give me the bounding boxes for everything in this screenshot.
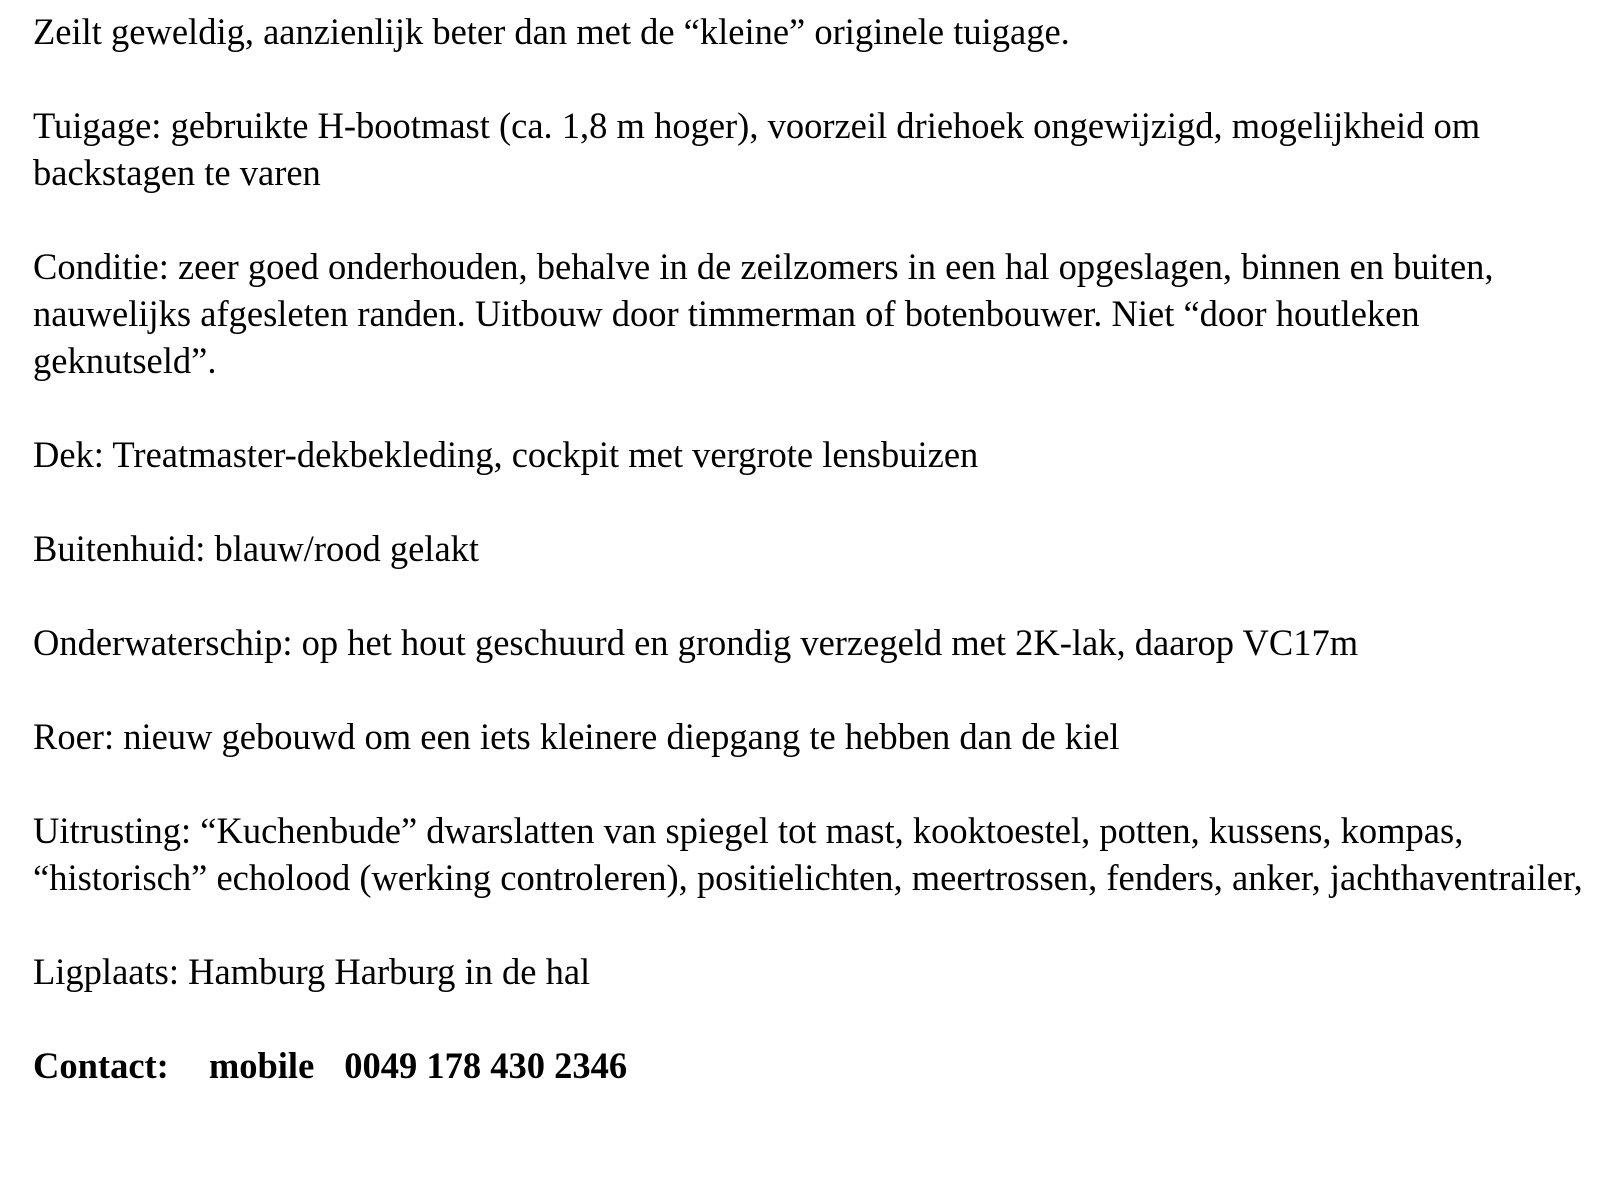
paragraph-hull: Buitenhuid: blauw/rood gelakt <box>33 528 480 569</box>
paragraph-equipment: Uitrusting: “Kuchenbude” dwarslatten van spiegel tot mast, kooktoestel, potten, kussens, kompas, “historisch” echolood (werking controleren), positielichten, meertrossen, fenders, anker, jachthaventrailer, <box>33 810 1583 898</box>
paragraph-deck: Dek: Treatmaster-dekbekleding, cockpit met vergrote lensbuizen <box>33 434 979 475</box>
contact-phone-number: 0049 178 430 2346 <box>344 1045 628 1086</box>
contact-line <box>33 1042 1593 1089</box>
paragraph-sailing: Zeilt geweldig, aanzienlijk beter dan met de “kleine” originele tuigage. <box>33 11 1070 52</box>
paragraph-condition: Conditie: zeer goed onderhouden, behalve in de zeilzomers in een hal opgeslagen, binnen en buiten, nauwelijks afgesleten randen. Uitbouw door timmerman of botenbouwer. Niet “door houtleken geknutseld”. <box>33 246 1494 381</box>
contact-type: mobile <box>208 1045 315 1086</box>
paragraph-rigging: Tuigage: gebruikte H-bootmast (ca. 1,8 m hoger), voorzeil driehoek ongewijzigd, mogelijkheid om backstagen te varen <box>33 105 1481 193</box>
contact-label: Contact: <box>33 1045 169 1086</box>
document-body <box>33 8 1593 1089</box>
paragraph-rudder: Roer: nieuw gebouwd om een iets kleinere diepgang te hebben dan de kiel <box>33 716 1120 757</box>
paragraph-berth: Ligplaats: Hamburg Harburg in de hal <box>33 951 591 992</box>
paragraph-underwater: Onderwaterschip: op het hout geschuurd en grondig verzegeld met 2K-lak, daarop VC17m <box>33 622 1359 663</box>
